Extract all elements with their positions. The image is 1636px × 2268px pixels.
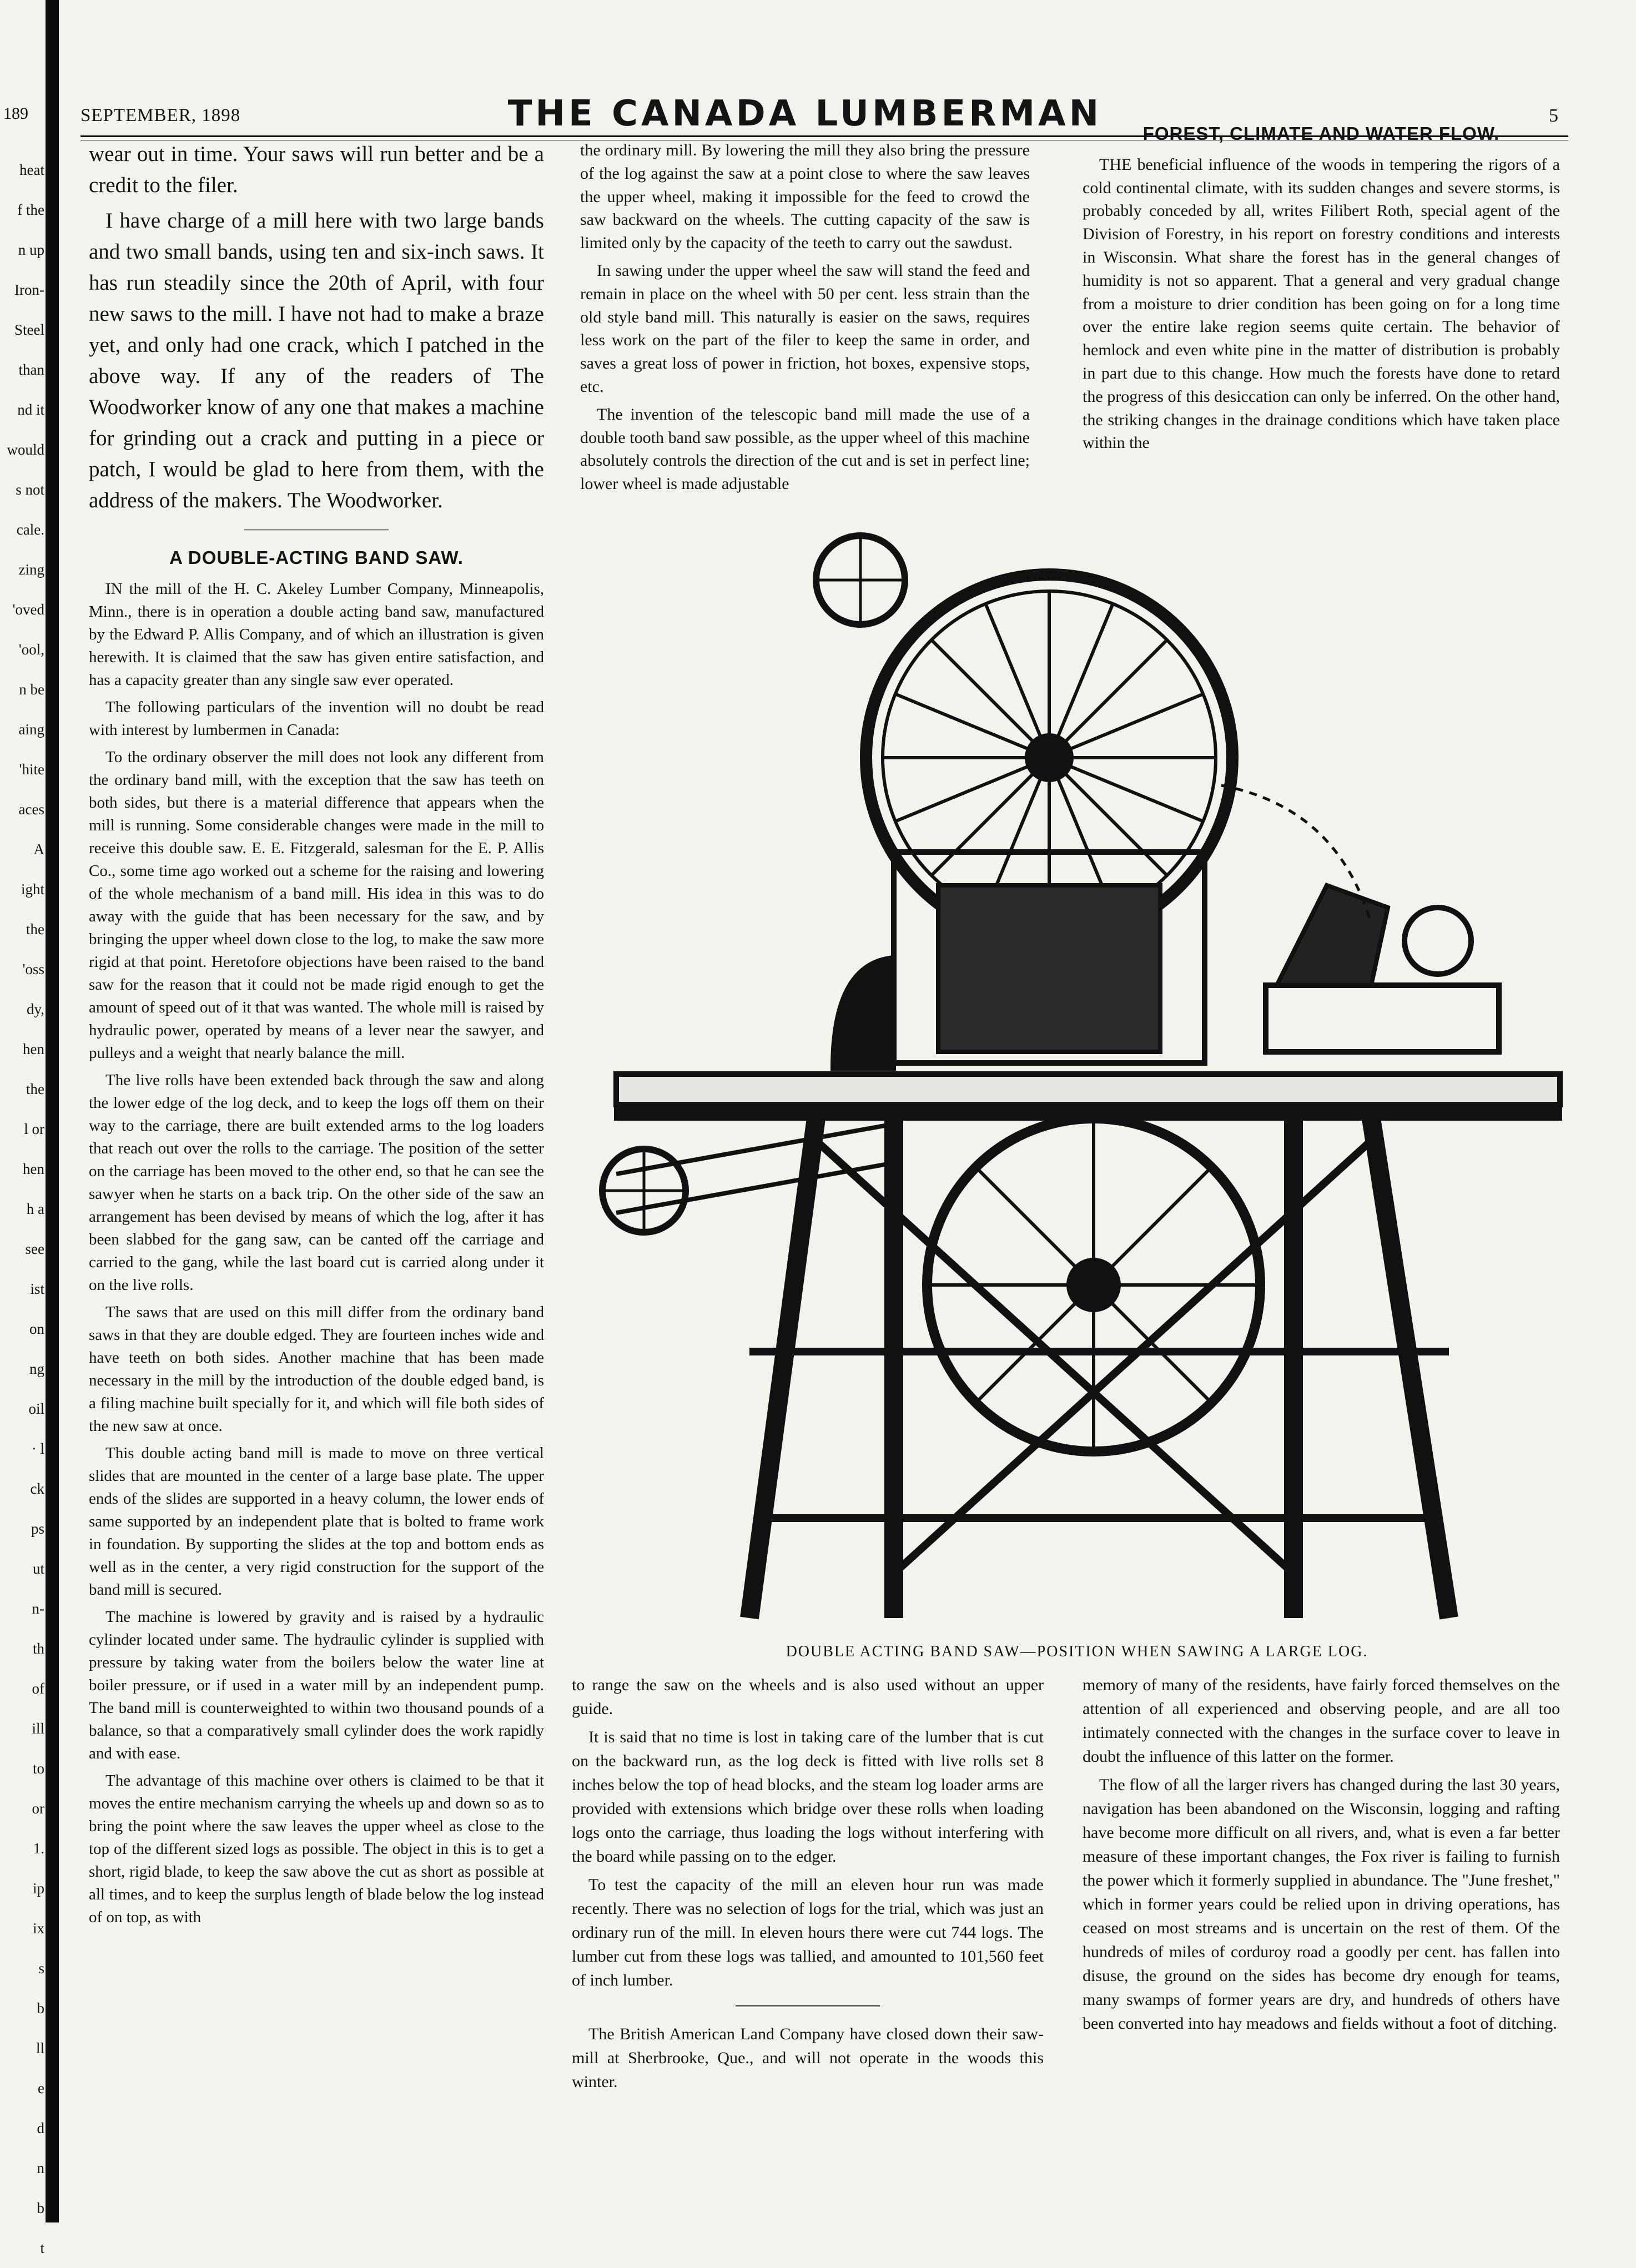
column-1	[89, 139, 544, 1933]
column-3-top	[1083, 117, 1560, 459]
paragraph: memory of many of the residents, have fairly forced themselves on the attention of all experienced and observing people, and are all too intimately connected with the changes in the surface cover to leave in doubt the influence of this latter on the former.	[1083, 1676, 1560, 1766]
band-saw-illustration	[583, 519, 1571, 1624]
section-rule	[244, 530, 389, 533]
gutter-fragment: ill	[32, 1720, 44, 1737]
paragraph: In sawing under the upper wheel the saw will stand the feed and remain in place on the wheel with 50 per cent. less strain than the old style band mill. This naturally is easier on the saws, requires less work on the part of the filer to keep the same in order, and saves a great loss of power in friction, hot boxes, expensive stops, etc.	[580, 261, 1030, 396]
gutter-fragment: of	[32, 1680, 44, 1697]
paragraph: The following particulars of the invention will no doubt be read with interest by lumbermen in Canada:	[89, 698, 544, 739]
gutter-fragment: n	[37, 2160, 44, 2176]
paragraph: to range the saw on the wheels and is also used without an upper guide.	[572, 1676, 1044, 1718]
gutter-fragment: ip	[32, 1880, 44, 1897]
paragraph: The machine is lowered by gravity and is raised by a hydraulic cylinder located under same. The hydraulic cylinder is supplied with pressure by taking water from the boilers below the water line at boiler pressure, or if used in a water mill by an independent pump. The band mill is counterweighted to within two thousand pounds of a balance, so that a comparatively small cylinder does the work rapidly and with ease.	[89, 1607, 544, 1762]
gutter-fragment: t	[40, 2240, 44, 2256]
gutter-fragment: the	[26, 1081, 44, 1097]
column-2-bottom	[572, 1673, 1044, 2098]
column-2-top	[580, 139, 1030, 500]
gutter-fragment: ist	[30, 1281, 44, 1297]
gutter-fragment: 1.	[33, 1840, 44, 1857]
figure-caption: DOUBLE ACTING BAND SAW—POSITION WHEN SAWING A LARGE LOG.	[786, 1643, 1368, 1660]
gutter-fragment: than	[18, 361, 44, 378]
article-heading: A DOUBLE-ACTING BAND SAW.	[169, 547, 464, 568]
paragraph: The British American Land Company have closed down their saw-mill at Sherbrooke, Que., and will not operate in the woods this winter.	[572, 2025, 1044, 2091]
paragraph: To test the capacity of the mill an eleven hour run was made recently. There was no selection of logs for the trial, which was just an ordinary run of the mill. In eleven hours there were cut 744 logs. The lumber cut from these logs was tallied, and amounted to 101,560 feet of inch lumber.	[572, 1876, 1044, 1989]
gutter-fragment: n-	[32, 1600, 44, 1617]
binding-edge-bar	[46, 0, 59, 2222]
paragraph: IN the mill of the H. C. Akeley Lumber Company, Minneapolis, Minn., there is in operation a double acting band saw, manufactured by the Edward P. Allis Company, and of which an illustration is given herewith. It is claimed that the saw has given entire satisfaction, and has a capacity greater than any single saw ever operated.	[89, 579, 544, 689]
gutter-fragment: ng	[29, 1360, 44, 1377]
paragraph: wear out in time. Your saws will run better and be a credit to the filer.	[89, 142, 544, 197]
gutter-fragment: s	[38, 1960, 44, 1977]
masthead-title: THE CANADA LUMBERMAN	[507, 93, 1103, 134]
header-date: SEPTEMBER, 1898	[80, 105, 241, 125]
gutter-fragment: zing	[18, 561, 44, 578]
column-3-bottom	[1083, 1673, 1560, 2040]
gutter-fragment-top: 189	[3, 104, 28, 123]
gutter-fragment: Iron-	[14, 281, 44, 298]
gutter-fragment: l or	[24, 1121, 44, 1137]
gutter-fragment: th	[32, 1640, 44, 1657]
gutter-fragment: A	[33, 841, 44, 858]
gutter-fragment: ll	[36, 2040, 44, 2057]
gutter-fragment: would	[7, 441, 44, 458]
paragraph: the ordinary mill. By lowering the mill they also bring the pressure of the log against the saw at a point close to where the saw leaves the upper wheel, making it impossible for the feed to crowd the saw backward on the wheels. The cutting capacity of the saw is limited only by the capacity of the teeth to carry out the sawdust.	[580, 141, 1030, 253]
gutter-fragment: heat	[19, 162, 44, 178]
gutter-fragment: s not	[16, 481, 44, 498]
paragraph: The saws that are used on this mill differ from the ordinary band saws in that they are double edged. They are fourteen inches wide and have teeth on both sides. Another machine that has been made necessary in the mill by the introduction of the double edged band, is a filing machine built specially for it, and which will file both sides of the new saw at once.	[89, 1303, 544, 1435]
gutter-fragment: ck	[30, 1480, 44, 1497]
gutter-fragment: the	[26, 921, 44, 938]
article-heading: FOREST, CLIMATE AND WATER FLOW.	[1142, 123, 1500, 144]
paragraph: To the ordinary observer the mill does not look any different from the ordinary band mill, with the exception that the saw has teeth on both sides, but there is a material difference that appears when the mill is running. Some considerable changes were made in the mill to receive this double saw. E. E. Fitzgerald, salesman for the E. P. Allis Co., some time ago worked out a scheme for the raising and lowering of the whole mechanism of a band mill. His idea in this was to do away with the guide that has been necessary for the saw, and by bringing the upper wheel down close to the log, to make the saw more rigid at that point. Heretofore objections have been raised to the band saw for the reason that it could not be made rigid enough to get the amount of speed out of it that was wanted. The whole mill is raised by hydraulic power, operated by means of a lever near the sawyer, and pulleys and a weight that nearly balance the mill.	[89, 748, 544, 1062]
gutter-fragment: on	[29, 1321, 44, 1337]
gutter-fragment: Steel	[14, 321, 44, 338]
gutter-fragment: 'oss	[22, 961, 44, 977]
gutter-fragment: n be	[19, 681, 44, 698]
gutter-fragment: or	[32, 1800, 44, 1817]
gutter-fragment: 'oved	[12, 601, 44, 618]
paragraph: The advantage of this machine over others is claimed to be that it moves the entire mechanism carrying the wheels up and down so as to bring the point where the saw leaves the upper wheel as close to the top of the different sized logs as possible. The object in this is to get a short, rigid blade, to keep the saw above the cut as short as possible at all times, and to keep the surplus length of blade below the log instead of on top, as with	[89, 1771, 544, 1926]
gutter-fragment: dy,	[27, 1001, 44, 1017]
paragraph: THE beneficial influence of the woods in tempering the rigors of a cold continental climate, with its sudden changes and severe storms, is probably conceded by all, writes Filibert Roth, special agent of the Division of Forestry, in his report on forestry conditions and interests in Wisconsin. What share the forest has in the general changes of humidity is not so apparent. That a general and very gradual change from a moisture to drier condition has been going on for a long time over the entire lake region seems quite certain. The behavior of hemlock and even white pine in the matter of distribution is probably in part due to this change. How much the forests have done to retard the progress of this desiccation can only be inferred. On the other hand, the striking changes in the drainage conditions which have taken place within the	[1083, 155, 1560, 452]
gutter-fragment: 'ool,	[18, 641, 44, 658]
gutter-fragment: ix	[32, 1920, 44, 1937]
gutter-fragment: ight	[21, 881, 44, 898]
gutter-fragment: oil	[28, 1400, 44, 1417]
paragraph: The flow of all the larger rivers has changed during the last 30 years, navigation has been abandoned on the Wisconsin, logging and rafting have become more difficult on all rivers, and, what is even a far better measure of these important changes, the Fox river is failing to furnish the power which it formerly supplied in abundance. The "June freshet," which in former years could be relied upon in driving operations, has ceased on most streams and is uncertain on the rest of them. Of the hundreds of miles of corduroy road a goodly per cent. has fallen into disuse, the ground on the sides has become dry enough for teams, many swamps of former years are dry, and hundreds of others have been converted into hay meadows and fields without a foot of ditching.	[1083, 1776, 1560, 2033]
gutter-fragment: ut	[32, 1560, 44, 1577]
section-rule	[736, 2005, 880, 2009]
paragraph: The invention of the telescopic band mill made the use of a double tooth band saw possible, as the upper wheel of this machine absolutely controls the direction of the cut and is set in perfect line; lower wheel is made adjustable	[580, 405, 1030, 493]
gutter-fragment: hen	[23, 1161, 44, 1177]
paragraph: It is said that no time is lost in taking care of the lumber that is cut on the backward run, as the log deck is fitted with live rolls set 8 inches below the top of head blocks, and the steam log loader arms are provided with extensions which bridge over these rolls when loading logs onto the carriage, thus loading the logs without interfering with the board while passing on to the edger.	[572, 1728, 1044, 1866]
gutter-fragment: nd it	[17, 401, 44, 418]
gutter-fragment: aces	[18, 801, 44, 818]
paragraph: I have charge of a mill here with two large bands and two small bands, using ten and six-inch saws. It has run steadily since the 20th of April, with four new saws to the mill. I have not had to make a braze yet, and only had one crack, which I patched in the above way. If any of the readers of The Woodworker know of any one that makes a machine for grinding out a crack and putting in a piece or patch, I would be glad to here from them, with the address of the makers. The Woodworker.	[89, 209, 544, 512]
gutter-fragment: 'hite	[19, 761, 44, 778]
gutter-fragment: see	[25, 1241, 44, 1257]
gutter-fragment: b	[37, 2200, 44, 2216]
gutter-fragment: f the	[17, 201, 44, 218]
gutter-fragment: · l	[31, 1440, 44, 1457]
gutter-fragment: aing	[18, 721, 44, 738]
gutter-fragment: d	[37, 2120, 44, 2136]
gutter-fragments	[0, 150, 44, 2268]
gutter-fragment: n up	[18, 241, 44, 258]
gutter-fragment: ps	[31, 1520, 44, 1537]
paragraph: This double acting band mill is made to move on three vertical slides that are mounted in the center of a large base plate. The upper ends of the slides are supported in a heavy column, the lower ends of same supported by an independent plate that is bolted to frame work in foundation. By supporting the slides at the top and bottom ends as well as in the center, a very rigid construction for the support of the band mill is secured.	[89, 1444, 544, 1599]
gutter-fragment: hen	[23, 1041, 44, 1057]
gutter-fragment: b	[37, 2000, 44, 2017]
paragraph: The live rolls have been extended back through the saw and along the lower edge of the log deck, and to keep the logs off them on their way to the carriage, there are built extended arms to the log loaders that reach out over the rolls to the carriage. The position of the setter on the carriage has been moved to the other end, so that he can see the sawyer when he starts on a back trip. On the other side of the saw an arrangement has been devised by means of which the log, after it has been slabbed for the gang saw, can be canted off the carriage and carried to the gang, while the last board cut is carried along under it on the live rolls.	[89, 1071, 544, 1294]
gutter-fragment: h a	[26, 1201, 44, 1217]
gutter-fragment: to	[32, 1760, 44, 1777]
gutter-fragment: cale.	[16, 521, 44, 538]
gutter-fragment: e	[38, 2080, 44, 2096]
page-number: 5	[1549, 105, 1558, 126]
